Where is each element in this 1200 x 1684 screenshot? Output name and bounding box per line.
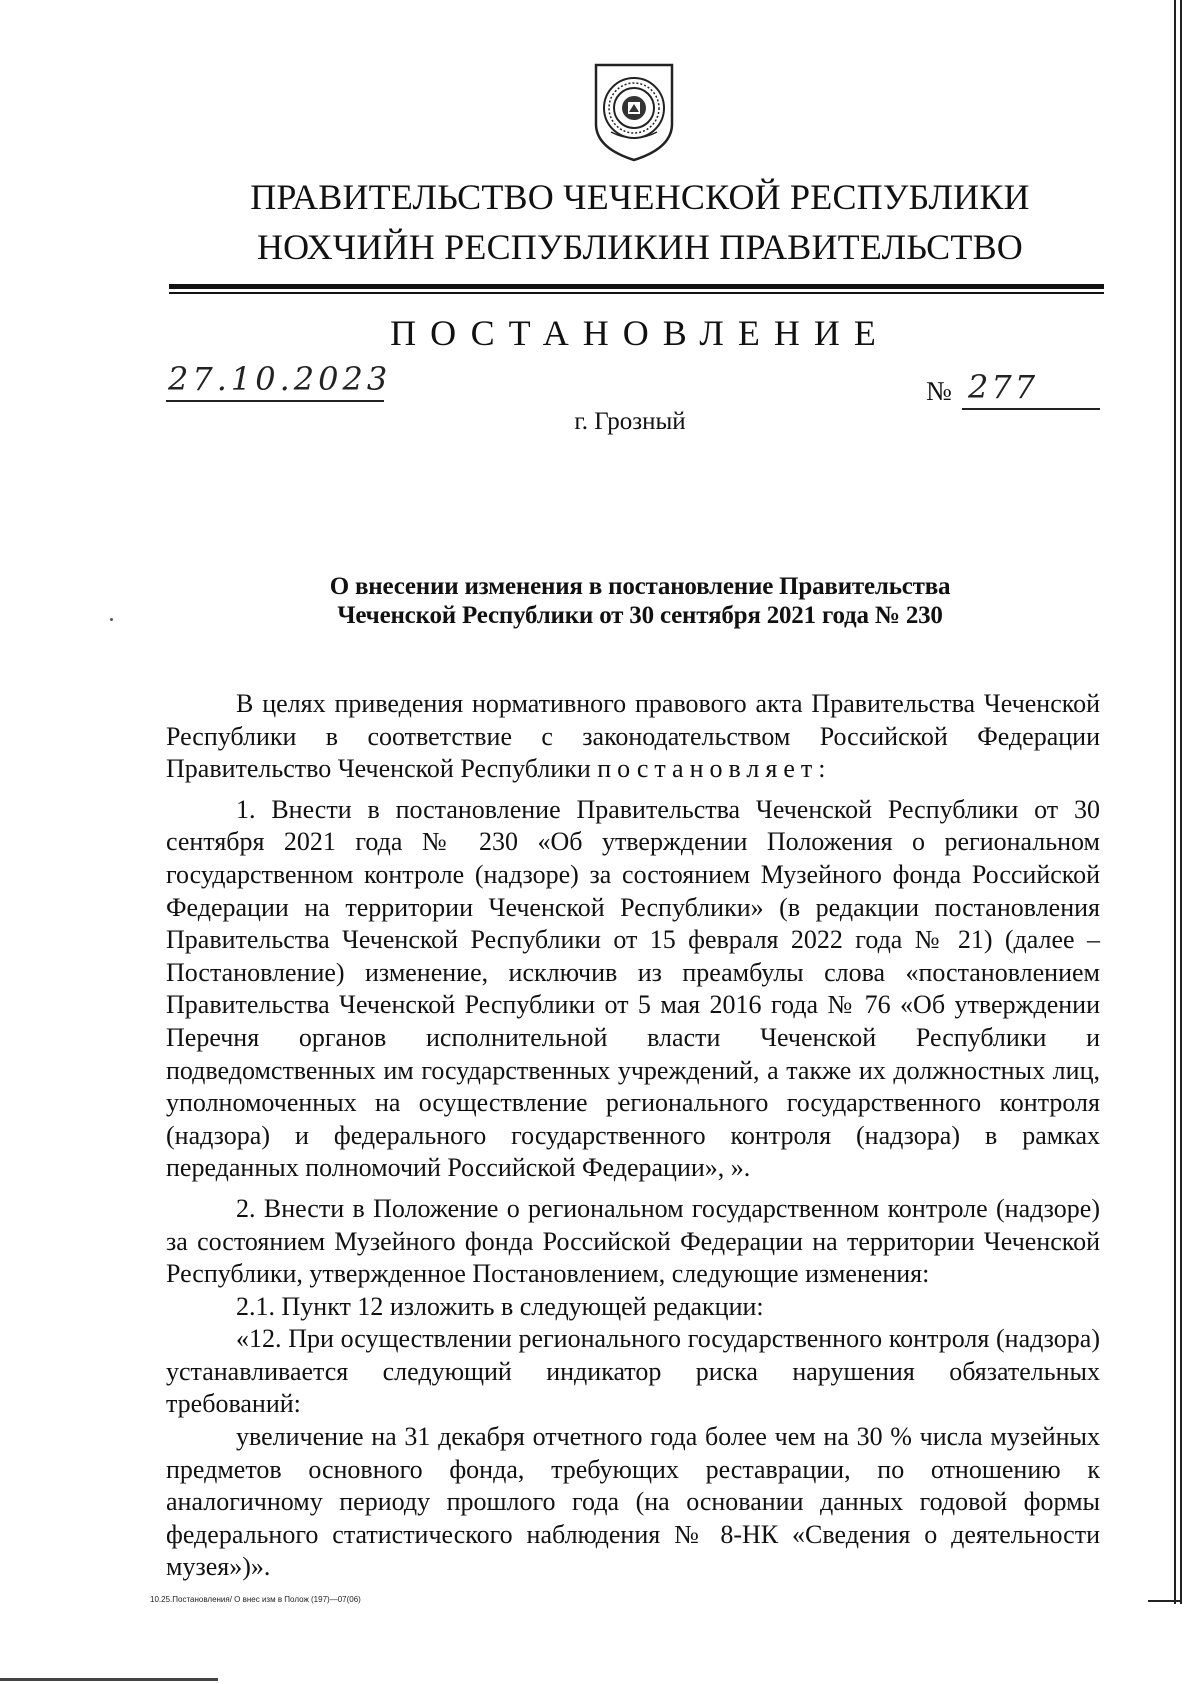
preamble-text: В целях приведения нормативного правового акта Правительства Чеченской Республики в соответствие с законодательством Российской Федерации Правительство Чеченской Республики [166,689,1100,784]
government-title: ПРАВИТЕЛЬСТВО ЧЕЧЕНСКОЙ РЕСПУБЛИКИ [250,177,1030,217]
document-subject [240,572,1040,630]
paragraph-item-12: «12. При осуществлении регионального государственного контроля (надзора) устанавливается следующий индикатор риска нарушения обязательных требований: [166,1324,1100,1419]
number-label: № [926,376,952,406]
paragraph-preamble [166,688,1100,786]
footer-file-code: 10.25.Постановления/ О внес изм в Полож (197)—07(06) [150,1595,361,1604]
header-rule-thin [169,292,1104,294]
government-title-chechen: НОХЧИЙН РЕСПУБЛИКИН ПРАВИТЕЛЬСТВО [256,227,1023,267]
handwritten-date: 27.10.2023 [168,360,392,398]
city: г. Грозный [574,408,686,435]
paragraph-item-1: 1. Внести в постановление Правительства Чеченской Республики от 30 сентября 2021 года № 230 «Об утверждении Положения о региональном государственном контроле (надзоре) за состоянием Музейного фонда Российской Федерации на территории Чеченской Республики» (в редакции постановления Правительства Чеченской Республики от 15 февраля 2022 года № 21) (далее – Постановление) изменение, исключив из преамбулы слова «постановлением Правительства Чеченской Республики от 5 мая 2016 года № 76 «Об утверждении Перечня органов исполнительной власти Чеченской Республики и подведомственных им государственных учреждений, а также их должностных лиц, уполномоченных на осуществление регионального государственного контроля (надзора) и федерального государственного контроля (надзора) в рамках переданных полномочий Российской Федерации», ». [166,794,1100,1183]
resolves-word: постановляет: [597,754,832,784]
scan-border-corner [1148,1600,1182,1602]
paragraph-indicator: увеличение на 31 декабря отчетного года более чем на 30 % числа музейных предметов основного фонда, требующих реставрации, по отношению к аналогичному периоду прошлого года (на основании данных годовой формы федерального статистического наблюдения № 8-НК «Сведения о деятельности музея»)». [166,1422,1100,1582]
paragraph-item-2-1: 2.1. Пункт 12 изложить в следующей редакции: [236,1291,764,1321]
date-underline [166,400,384,402]
scan-border-right [1174,0,1182,1604]
handwritten-number: 277 [968,368,1039,406]
header-rule-thick [169,284,1104,289]
number-underline [962,408,1100,410]
document-type: ПОСТАНОВЛЕНИЕ [390,313,890,353]
chechen-republic-coat-of-arms-icon [591,62,677,164]
paragraph-item-2: 2. Внести в Положение о региональном государственном контроле (надзоре) за состоянием Музейного фонда Российской Федерации на территории Чеченской Республики, утвержденное Постановлением, следующие изменения: [166,1193,1100,1289]
document-body [166,688,1100,1584]
scan-border-bottom [0,1678,218,1681]
subject-line: О внесении изменения в постановление Правительства [329,573,951,600]
scan-speck [110,618,113,621]
subject-line: Чеченской Республики от 30 сентября 2021 года № 230 [337,602,943,629]
